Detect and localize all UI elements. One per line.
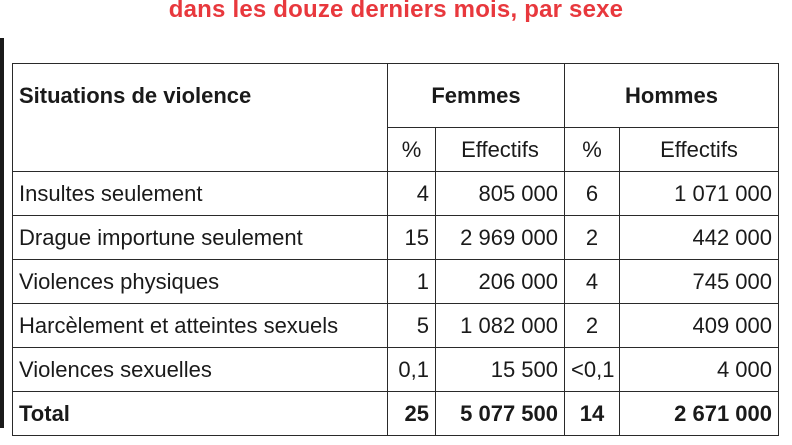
femmes-pct: 5 [388, 304, 436, 348]
total-label: Total [13, 392, 388, 436]
subheader-hommes-pct: % [565, 128, 620, 172]
femmes-pct: 1 [388, 260, 436, 304]
violence-table [12, 63, 779, 436]
hommes-effectifs: 745 000 [620, 260, 779, 304]
subheader-femmes-pct: % [388, 128, 436, 172]
hommes-effectifs: 409 000 [620, 304, 779, 348]
femmes-effectifs: 805 000 [436, 172, 565, 216]
header-hommes: Hommes [565, 64, 779, 128]
row-label: Insultes seulement [13, 172, 388, 216]
hommes-pct: <0,1 [565, 348, 620, 392]
hommes-pct: 2 [565, 304, 620, 348]
table-subheader-row [13, 128, 779, 172]
table-row [13, 172, 779, 216]
hommes-effectifs: 4 000 [620, 348, 779, 392]
row-label: Violences sexuelles [13, 348, 388, 392]
header-situations: Situations de violence [13, 64, 388, 128]
table-header-row [13, 64, 779, 128]
table-row [13, 348, 779, 392]
femmes-effectifs: 206 000 [436, 260, 565, 304]
subheader-hommes-effectifs: Effectifs [620, 128, 779, 172]
row-label: Drague importune seulement [13, 216, 388, 260]
hommes-effectifs: 442 000 [620, 216, 779, 260]
total-hommes-pct: 14 [565, 392, 620, 436]
table-row [13, 260, 779, 304]
subheader-empty-cell [13, 128, 388, 172]
table-row [13, 216, 779, 260]
total-femmes-pct: 25 [388, 392, 436, 436]
femmes-effectifs: 15 500 [436, 348, 565, 392]
hommes-pct: 4 [565, 260, 620, 304]
total-row [13, 392, 779, 436]
hommes-pct: 2 [565, 216, 620, 260]
table-title: dans les douze derniers mois, par sexe [168, 0, 624, 23]
header-femmes: Femmes [388, 64, 565, 128]
femmes-pct: 0,1 [388, 348, 436, 392]
femmes-pct: 4 [388, 172, 436, 216]
table-row [13, 304, 779, 348]
row-label: Violences physiques [13, 260, 388, 304]
femmes-effectifs: 1 082 000 [436, 304, 565, 348]
total-femmes-effectifs: 5 077 500 [436, 392, 565, 436]
row-label: Harcèlement et atteintes sexuels [13, 304, 388, 348]
femmes-effectifs: 2 969 000 [436, 216, 565, 260]
femmes-pct: 15 [388, 216, 436, 260]
hommes-effectifs: 1 071 000 [620, 172, 779, 216]
hommes-pct: 6 [565, 172, 620, 216]
total-hommes-effectifs: 2 671 000 [620, 392, 779, 436]
left-border-rule [0, 38, 4, 428]
subheader-femmes-effectifs: Effectifs [436, 128, 565, 172]
